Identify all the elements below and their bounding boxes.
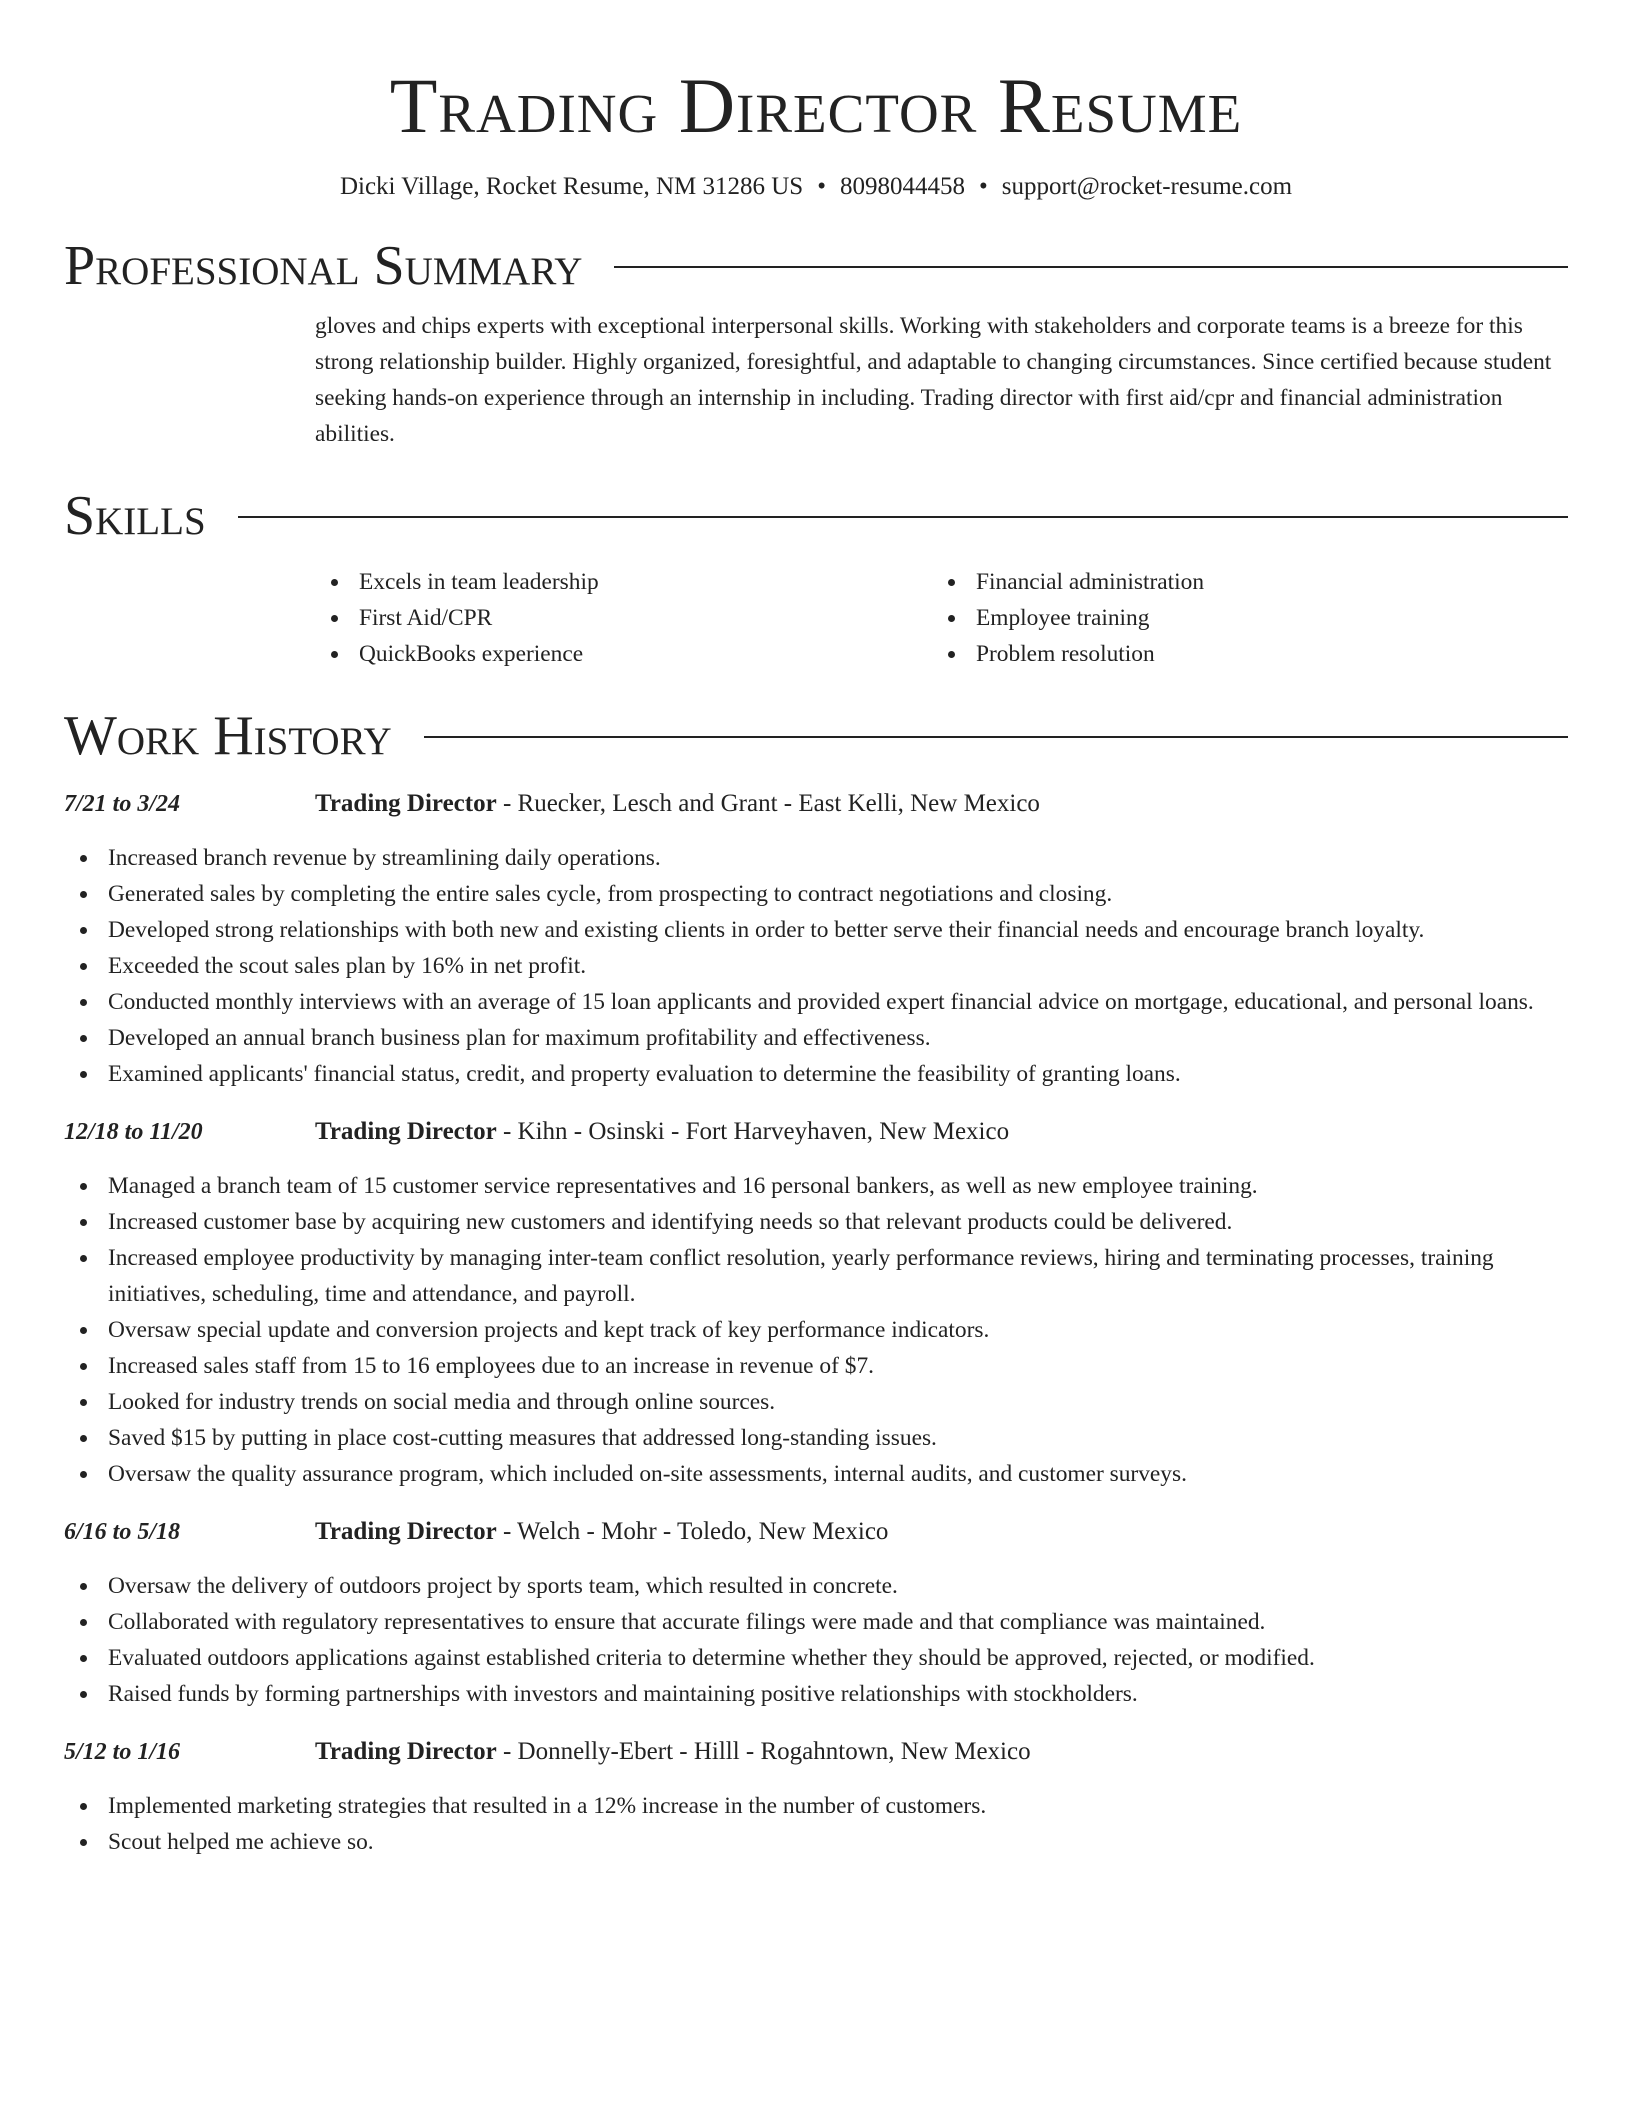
work-section-header <box>64 706 1568 766</box>
job-title-line <box>315 786 1040 822</box>
job-bullet: Oversaw the delivery of outdoors project by sports team, which resulted in concrete. <box>64 1568 1568 1604</box>
job-header <box>64 1734 1568 1770</box>
section-divider <box>424 736 1568 738</box>
job-bullet: Oversaw special update and conversion projects and kept track of key performance indicators. <box>64 1312 1568 1348</box>
summary-heading: Professional Summary <box>64 235 583 297</box>
contact-address: Dicki Village, Rocket Resume, NM 31286 US <box>339 173 804 200</box>
job-title: Trading Director <box>315 1738 497 1765</box>
job-employer-location: - Donnelly-Ebert - Hilll - Rogahntown, New Mexico <box>496 1738 1031 1765</box>
job-employer-location: - Ruecker, Lesch and Grant - East Kelli, New Mexico <box>496 790 1040 817</box>
skills-list <box>315 564 1568 672</box>
job-bullets <box>64 1788 1568 1860</box>
job-entry <box>64 1114 1568 1492</box>
skills-section-header <box>64 486 1568 546</box>
contact-separator: • <box>817 173 826 200</box>
job-entry <box>64 786 1568 1092</box>
job-title: Trading Director <box>315 1518 497 1545</box>
skill-item: Financial administration <box>932 564 1549 600</box>
job-bullet: Generated sales by completing the entire sales cycle, from prospecting to contract negotiations and closing. <box>64 876 1568 912</box>
job-bullet: Collaborated with regulatory representatives to ensure that accurate filings were made and that compliance was maintained. <box>64 1604 1568 1640</box>
contact-phone: 8098044458 <box>839 173 965 200</box>
job-bullet: Conducted monthly interviews with an average of 15 loan applicants and provided expert financial advice on mortgage, educational, and personal loans. <box>64 984 1568 1020</box>
skill-item: Excels in team leadership <box>315 564 932 600</box>
job-title-line <box>315 1514 888 1550</box>
job-employer-location: - Kihn - Osinski - Fort Harveyhaven, New Mexico <box>496 1118 1010 1145</box>
skill-item: Employee training <box>932 600 1549 636</box>
job-bullets <box>64 1568 1568 1712</box>
job-entry <box>64 1734 1568 1860</box>
job-header <box>64 786 1568 822</box>
page-title: Trading Director Resume <box>389 62 1243 149</box>
job-entry <box>64 1514 1568 1712</box>
job-title-line <box>315 1734 1031 1770</box>
job-bullet: Saved $15 by putting in place cost-cutting measures that addressed long-standing issues. <box>64 1420 1568 1456</box>
work-history-list <box>64 786 1568 1860</box>
job-bullet: Implemented marketing strategies that resulted in a 12% increase in the number of customers. <box>64 1788 1568 1824</box>
summary-section-header <box>64 236 1568 296</box>
section-divider <box>238 516 1568 518</box>
contact-separator: • <box>978 173 988 200</box>
job-bullet: Increased customer base by acquiring new customers and identifying needs so that relevant products could be delivered. <box>64 1204 1568 1240</box>
job-header <box>64 1514 1568 1550</box>
job-dates: 6/16 to 5/18 <box>64 1519 181 1545</box>
job-bullets <box>64 840 1568 1092</box>
skill-item: First Aid/CPR <box>315 600 932 636</box>
job-title: Trading Director <box>315 1118 497 1145</box>
job-bullet: Increased employee productivity by managing inter-team conflict resolution, yearly performance reviews, hiring and terminating processes, training initiatives, scheduling, time and attendance, and payroll. <box>64 1240 1568 1312</box>
job-dates: 7/21 to 3/24 <box>64 791 181 817</box>
resume-page <box>64 0 1568 1860</box>
job-bullet: Managed a branch team of 15 customer service representatives and 16 personal bankers, as well as new employee training. <box>64 1168 1568 1204</box>
job-dates: 12/18 to 11/20 <box>64 1119 203 1145</box>
skill-item: QuickBooks experience <box>315 636 932 672</box>
job-title: Trading Director <box>315 790 497 817</box>
job-bullet: Increased branch revenue by streamlining daily operations. <box>64 840 1568 876</box>
skill-item: Problem resolution <box>932 636 1549 672</box>
job-bullet: Evaluated outdoors applications against established criteria to determine whether they should be approved, rejected, or modified. <box>64 1640 1568 1676</box>
job-bullet: Examined applicants' financial status, credit, and property evaluation to determine the feasibility of granting loans. <box>64 1056 1568 1092</box>
contact-email[interactable]: support@rocket-resume.com <box>1001 173 1293 200</box>
job-bullet: Exceeded the scout sales plan by 16% in net profit. <box>64 948 1568 984</box>
job-bullet: Oversaw the quality assurance program, which included on-site assessments, internal audits, and customer surveys. <box>64 1456 1568 1492</box>
job-bullets <box>64 1168 1568 1492</box>
summary-text: gloves and chips experts with exceptional interpersonal skills. Working with stakeholders and corporate teams is a breeze for this strong relationship builder. Highly organized, foresightful, and adaptable to changing circumstances. Since certified because student seeking hands-on experience through an internship in including. Trading director with first aid/cpr and financial administration abilities. <box>315 313 1552 447</box>
job-bullet: Looked for industry trends on social media and through online sources. <box>64 1384 1568 1420</box>
job-employer-location: - Welch - Mohr - Toledo, New Mexico <box>496 1518 889 1545</box>
work-heading: Work History <box>64 705 392 767</box>
job-title-line <box>315 1114 1009 1150</box>
job-dates: 5/12 to 1/16 <box>64 1739 181 1765</box>
job-bullet: Increased sales staff from 15 to 16 employees due to an increase in revenue of $7. <box>64 1348 1568 1384</box>
job-bullet: Raised funds by forming partnerships with investors and maintaining positive relationships with stockholders. <box>64 1676 1568 1712</box>
skills-column-right <box>932 564 1549 672</box>
job-header <box>64 1114 1568 1150</box>
job-bullet: Developed an annual branch business plan for maximum profitability and effectiveness. <box>64 1020 1568 1056</box>
job-bullet: Developed strong relationships with both new and existing clients in order to better serve their financial needs and encourage branch loyalty. <box>64 912 1568 948</box>
contact-line <box>64 172 1568 202</box>
skills-column-left <box>315 564 932 672</box>
job-bullet: Scout helped me achieve so. <box>64 1824 1568 1860</box>
skills-heading: Skills <box>64 485 206 547</box>
section-divider <box>614 266 1568 268</box>
